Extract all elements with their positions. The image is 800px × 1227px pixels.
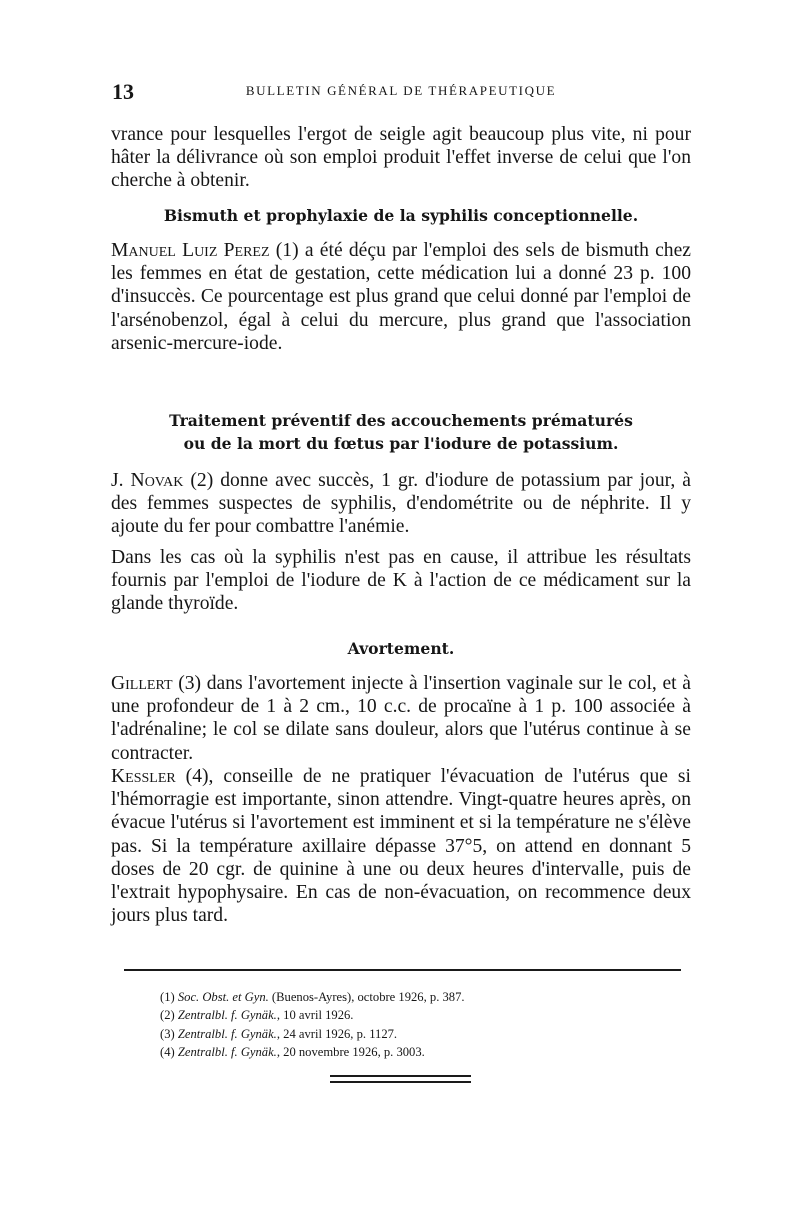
heading-traitement-line2: ou de la mort du fœtus par l'iodure de potassium. (183, 434, 619, 453)
footnotes (160, 988, 620, 1061)
footnote-3: (3) Zentralbl. f. Gynäk., 24 avril 1926, p. 1127. (160, 1026, 398, 1041)
heading-bismuth: Bismuth et prophylaxie de la syphilis conceptionnelle. (163, 206, 639, 225)
running-title: BULLETIN GÉNÉRAL DE THÉRAPEUTIQUE (245, 83, 557, 98)
paragraph-novak (111, 469, 691, 539)
end-rule-bottom (330, 1081, 471, 1083)
end-rule-top (330, 1075, 471, 1077)
heading-traitement-line1: Traitement préventif des accouchements prématurés (169, 411, 633, 430)
author-perez: Manuel Luiz Perez (111, 240, 270, 261)
text-bismuth: (1) a été déçu par l'emploi des sels de bismuth chez les femmes en état de gestation, cette médication lui a donné 23 p. 100 d'insuccès. Ce pourcentage est plus grand que celui donné par l'emploi de l'arsénobenzol, égal à celui du mercure, plus grand que l'association arsenic-mercure-iode. (111, 240, 691, 354)
author-novak: J. Novak (111, 470, 184, 491)
text-kessler: (4), conseille de ne pratiquer l'évacuation de l'utérus que si l'hémorragie est importante, sinon attendre. Vingt-quatre heures après, on évacue l'utérus si l'avortement est imminent et si la température ne s'élève pas. Si la température axillaire dépasse 37°5, on attend en donnant 5 doses de 20 cgr. de quinine à une ou deux heures d'intervalle, puis de l'extrait hypophysaire. En cas de non-évacuation, on recommence deux jours plus tard. (111, 766, 691, 927)
paragraph-kessler (111, 765, 691, 927)
text-novak: (2) donne avec succès, 1 gr. d'iodure de potassium par jour, à des femmes suspectes de syphilis, d'endométrite ou de néphrite. Il y ajoute du fer pour combattre l'anémie. (111, 470, 691, 538)
heading-traitement (111, 409, 691, 455)
running-header (112, 79, 690, 105)
paragraph-thyroid: Dans les cas où la syphilis n'est pas en cause, il attribue les résultats fournis par l'emploi de l'iodure de K à l'action de ce médicament sur la glande thyroïde. (111, 547, 691, 615)
text-gillert: (3) dans l'avortement injecte à l'insertion vaginale sur le col, et à une profondeur de 1 à 2 cm., 10 c.c. de procaïne à 1 p. 100 associée à l'adrénaline; le col se dilate sans douleur, alors que l'utérus continue à se contracter. (111, 673, 691, 764)
footnote-2: (2) Zentralbl. f. Gynäk., 10 avril 1926. (160, 1008, 354, 1023)
intro-paragraph: vrance pour lesquelles l'ergot de seigle agit beaucoup plus vite, ni pour hâter la délivrance où son emploi produit l'effet inverse de celui que l'on cherche à obtenir. (111, 124, 691, 192)
footnote-4: (4) Zentralbl. f. Gynäk., 20 novembre 1926, p. 3003. (160, 1044, 425, 1059)
author-kessler: Kessler (111, 766, 176, 787)
paragraph-gillert (111, 672, 691, 765)
footnote-1: (1) Soc. Obst. et Gyn. (Buenos-Ayres), octobre 1926, p. 387. (160, 990, 465, 1004)
author-gillert: Gillert (111, 673, 173, 694)
page-number: 13 (112, 79, 134, 104)
paragraph-bismuth (111, 239, 691, 355)
footnote-separator (124, 969, 681, 971)
heading-avortement: Avortement. (347, 639, 455, 658)
